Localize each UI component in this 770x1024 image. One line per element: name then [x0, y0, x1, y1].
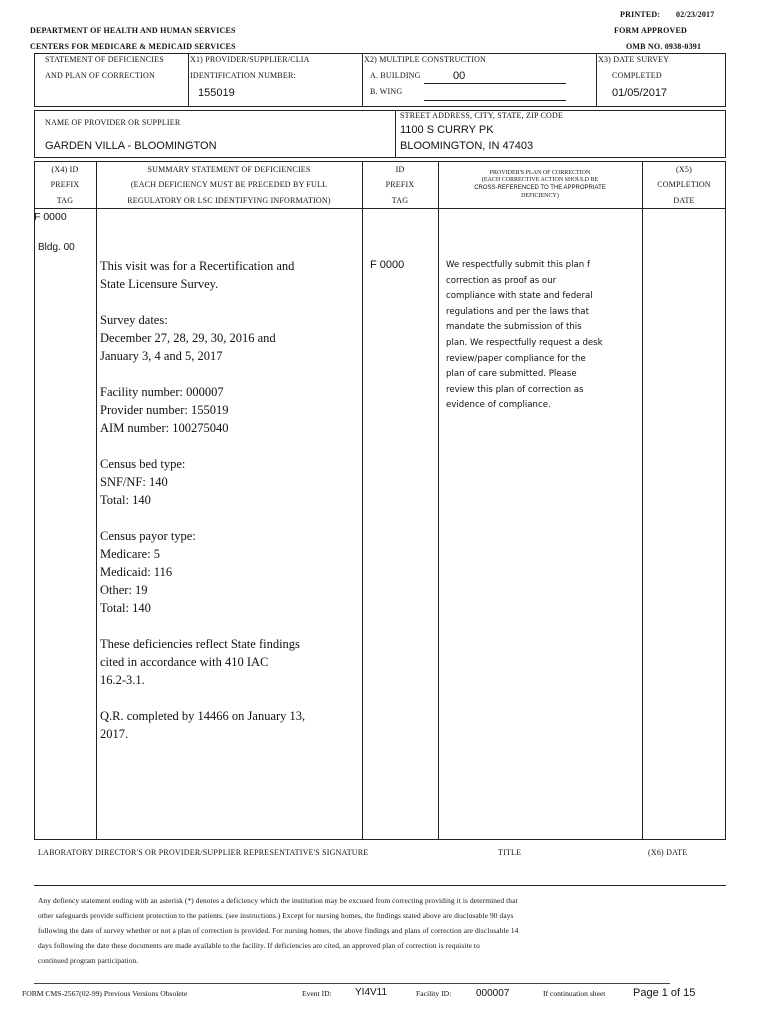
title-label: TITLE — [498, 848, 522, 857]
x5-header-3: DATE — [673, 196, 695, 205]
x4-header-2: PREFIX — [50, 180, 80, 189]
plan-line: review this plan of correction as — [446, 384, 584, 395]
x3-label: X3) DATE SURVEY — [598, 55, 670, 64]
building-label: A. BUILDING — [370, 71, 421, 80]
footnote-line: continued program participation. — [38, 956, 139, 965]
footnote — [38, 893, 722, 968]
plan-line: review/paper compliance for the — [446, 353, 586, 364]
provider-name-value: GARDEN VILLA - BLOOMINGTON — [45, 140, 217, 152]
summary-line: Provider number: 155019 — [100, 403, 229, 417]
summary-header-3: REGULATORY OR LSC IDENTIFYING INFORMATION) — [127, 196, 331, 205]
summary-line — [100, 617, 358, 635]
plan-line: evidence of compliance. — [446, 400, 551, 411]
x4-header-3: TAG — [56, 196, 74, 205]
summary-line: cited in accordance with 410 IAC — [100, 655, 269, 669]
footnote-line: days following the date these documents are made available to the facility. If deficiencies are cited, an approved plan of correction is requisite to — [38, 941, 480, 950]
id-header-3: TAG — [391, 196, 409, 205]
plan-line: compliance with state and federal — [446, 291, 593, 302]
footnote-line: following the date of survey whether or not a plan of correction is provided. For nursing homes, the above findings and plans of correction are disclosable 14 — [38, 926, 519, 935]
x1-label: X1) PROVIDER/SUPPLIER/CLIA — [190, 55, 310, 64]
plan-header-2: (EACH CORRECTIVE ACTION SHOULD BE — [481, 177, 599, 183]
continuation-label: If continuation sheet — [543, 989, 606, 998]
x6-date-label: (X6) DATE — [648, 848, 688, 857]
department-name: DEPARTMENT OF HEALTH AND HUMAN SERVICES — [30, 26, 236, 35]
survey-date-value: 01/05/2017 — [612, 87, 668, 99]
x5-header-1: (X5) — [676, 165, 692, 174]
summary-line: Medicare: 5 — [100, 547, 161, 561]
summary-line: Medicaid: 116 — [100, 565, 173, 579]
plan-line: regulations and per the laws that — [446, 306, 589, 317]
plan-line: We respectfully submit this plan f — [446, 260, 590, 270]
id-header-2: PREFIX — [385, 180, 415, 189]
summary-line — [100, 509, 358, 527]
plan-header-3: CROSS-REFERENCED TO THE APPROPRIATE — [474, 185, 606, 191]
prefix-tag: F 0000 — [34, 211, 67, 223]
plan-header-1: PROVIDER'S PLAN OF CORRECTION — [489, 170, 591, 176]
summary-line: SNF/NF: 140 — [100, 475, 168, 489]
signature-label: LABORATORY DIRECTOR'S OR PROVIDER/SUPPLIER REPRESENTATIVE'S SIGNATURE — [38, 848, 369, 857]
summary-line: Total: 140 — [100, 493, 151, 507]
summary-line — [100, 365, 358, 383]
facility-id-label: Facility ID: — [416, 989, 452, 998]
address-label: STREET ADDRESS, CITY, STATE, ZIP CODE — [400, 111, 564, 120]
summary-line: Q.R. completed by 14466 on January 13, — [100, 709, 306, 723]
summary-line: Facility number: 000007 — [100, 385, 224, 399]
statement-label-2: AND PLAN OF CORRECTION — [45, 71, 155, 80]
printed-label: PRINTED: — [620, 10, 661, 19]
summary-statement — [100, 257, 358, 743]
plan-header-4: DEFICIENCY) — [521, 193, 559, 199]
event-id-label: Event ID: — [302, 989, 332, 998]
summary-line: December 27, 28, 29, 30, 2016 and — [100, 331, 276, 345]
summary-line: This visit was for a Recertification and — [100, 259, 295, 273]
plan-of-correction — [446, 258, 640, 414]
address-line-1: 1100 S CURRY PK — [400, 124, 494, 136]
summary-line: 2017. — [100, 727, 129, 741]
form-number: FORM CMS-2567(02-99) Previous Versions Obsolete — [22, 989, 188, 998]
printed-date: 02/23/2017 — [676, 10, 715, 19]
id-prefix-tag: F 0000 — [370, 259, 405, 271]
summary-line: State Licensure Survey. — [100, 277, 219, 291]
x5-header-2: COMPLETION — [657, 180, 711, 189]
summary-line: AIM number: 100275040 — [100, 421, 229, 435]
summary-line — [100, 293, 358, 311]
summary-line: Survey dates: — [100, 313, 168, 327]
summary-header-1: SUMMARY STATEMENT OF DEFICIENCIES — [147, 165, 311, 174]
wing-label: B. WING — [370, 87, 403, 96]
plan-line: plan of care submitted. Please — [446, 369, 577, 380]
form-approved: FORM APPROVED — [614, 26, 688, 35]
x4-header-1: (X4) ID — [51, 165, 79, 174]
summary-line: January 3, 4 and 5, 2017 — [100, 349, 223, 363]
provider-id-value: 155019 — [198, 87, 235, 99]
address-line-2: BLOOMINGTON, IN 47403 — [400, 140, 534, 152]
summary-line — [100, 689, 358, 707]
identification-label: IDENTIFICATION NUMBER: — [190, 71, 296, 80]
building-value: 00 — [453, 70, 466, 82]
id-header-1: ID — [395, 165, 405, 174]
footnote-line: Any defiency statement ending with an asterisk (*) denotes a deficiency which the institution may be excused from correcting providing it is determined that — [38, 896, 518, 905]
x2-label: X2) MULTIPLE CONSTRUCTION — [364, 55, 487, 64]
summary-line: Total: 140 — [100, 601, 151, 615]
summary-line: Other: 19 — [100, 583, 148, 597]
centers-name: CENTERS FOR MEDICARE & MEDICAID SERVICES — [30, 42, 236, 51]
footnote-line: other safeguards provide sufficient protection to the patients. (see instructions.) Except for nursing homes, the findings stated above are disclosable 90 days — [38, 911, 514, 920]
plan-line: plan. We respectfully request a desk — [446, 337, 603, 348]
summary-line: Census bed type: — [100, 457, 186, 471]
plan-line: correction as proof as our — [446, 275, 557, 286]
completed-label: COMPLETED — [612, 71, 662, 80]
event-id-value: YI4V11 — [355, 987, 388, 998]
building-tag: Bldg. 00 — [38, 242, 75, 253]
omb-number: OMB NO. 0938-0391 — [626, 42, 702, 51]
statement-label-1: STATEMENT OF DEFICIENCIES — [45, 55, 164, 64]
summary-line: These deficiencies reflect State findings — [100, 637, 300, 651]
facility-id-value: 000007 — [476, 988, 510, 999]
summary-line: Census payor type: — [100, 529, 196, 543]
summary-header-2: (EACH DEFICIENCY MUST BE PRECEDED BY FULL — [130, 180, 328, 189]
page-number: Page 1 of 15 — [633, 987, 696, 999]
plan-line: mandate the submission of this — [446, 322, 582, 333]
provider-name-label: NAME OF PROVIDER OR SUPPLIER — [45, 118, 181, 127]
summary-line: 16.2-3.1. — [100, 673, 145, 687]
summary-line — [100, 437, 358, 455]
